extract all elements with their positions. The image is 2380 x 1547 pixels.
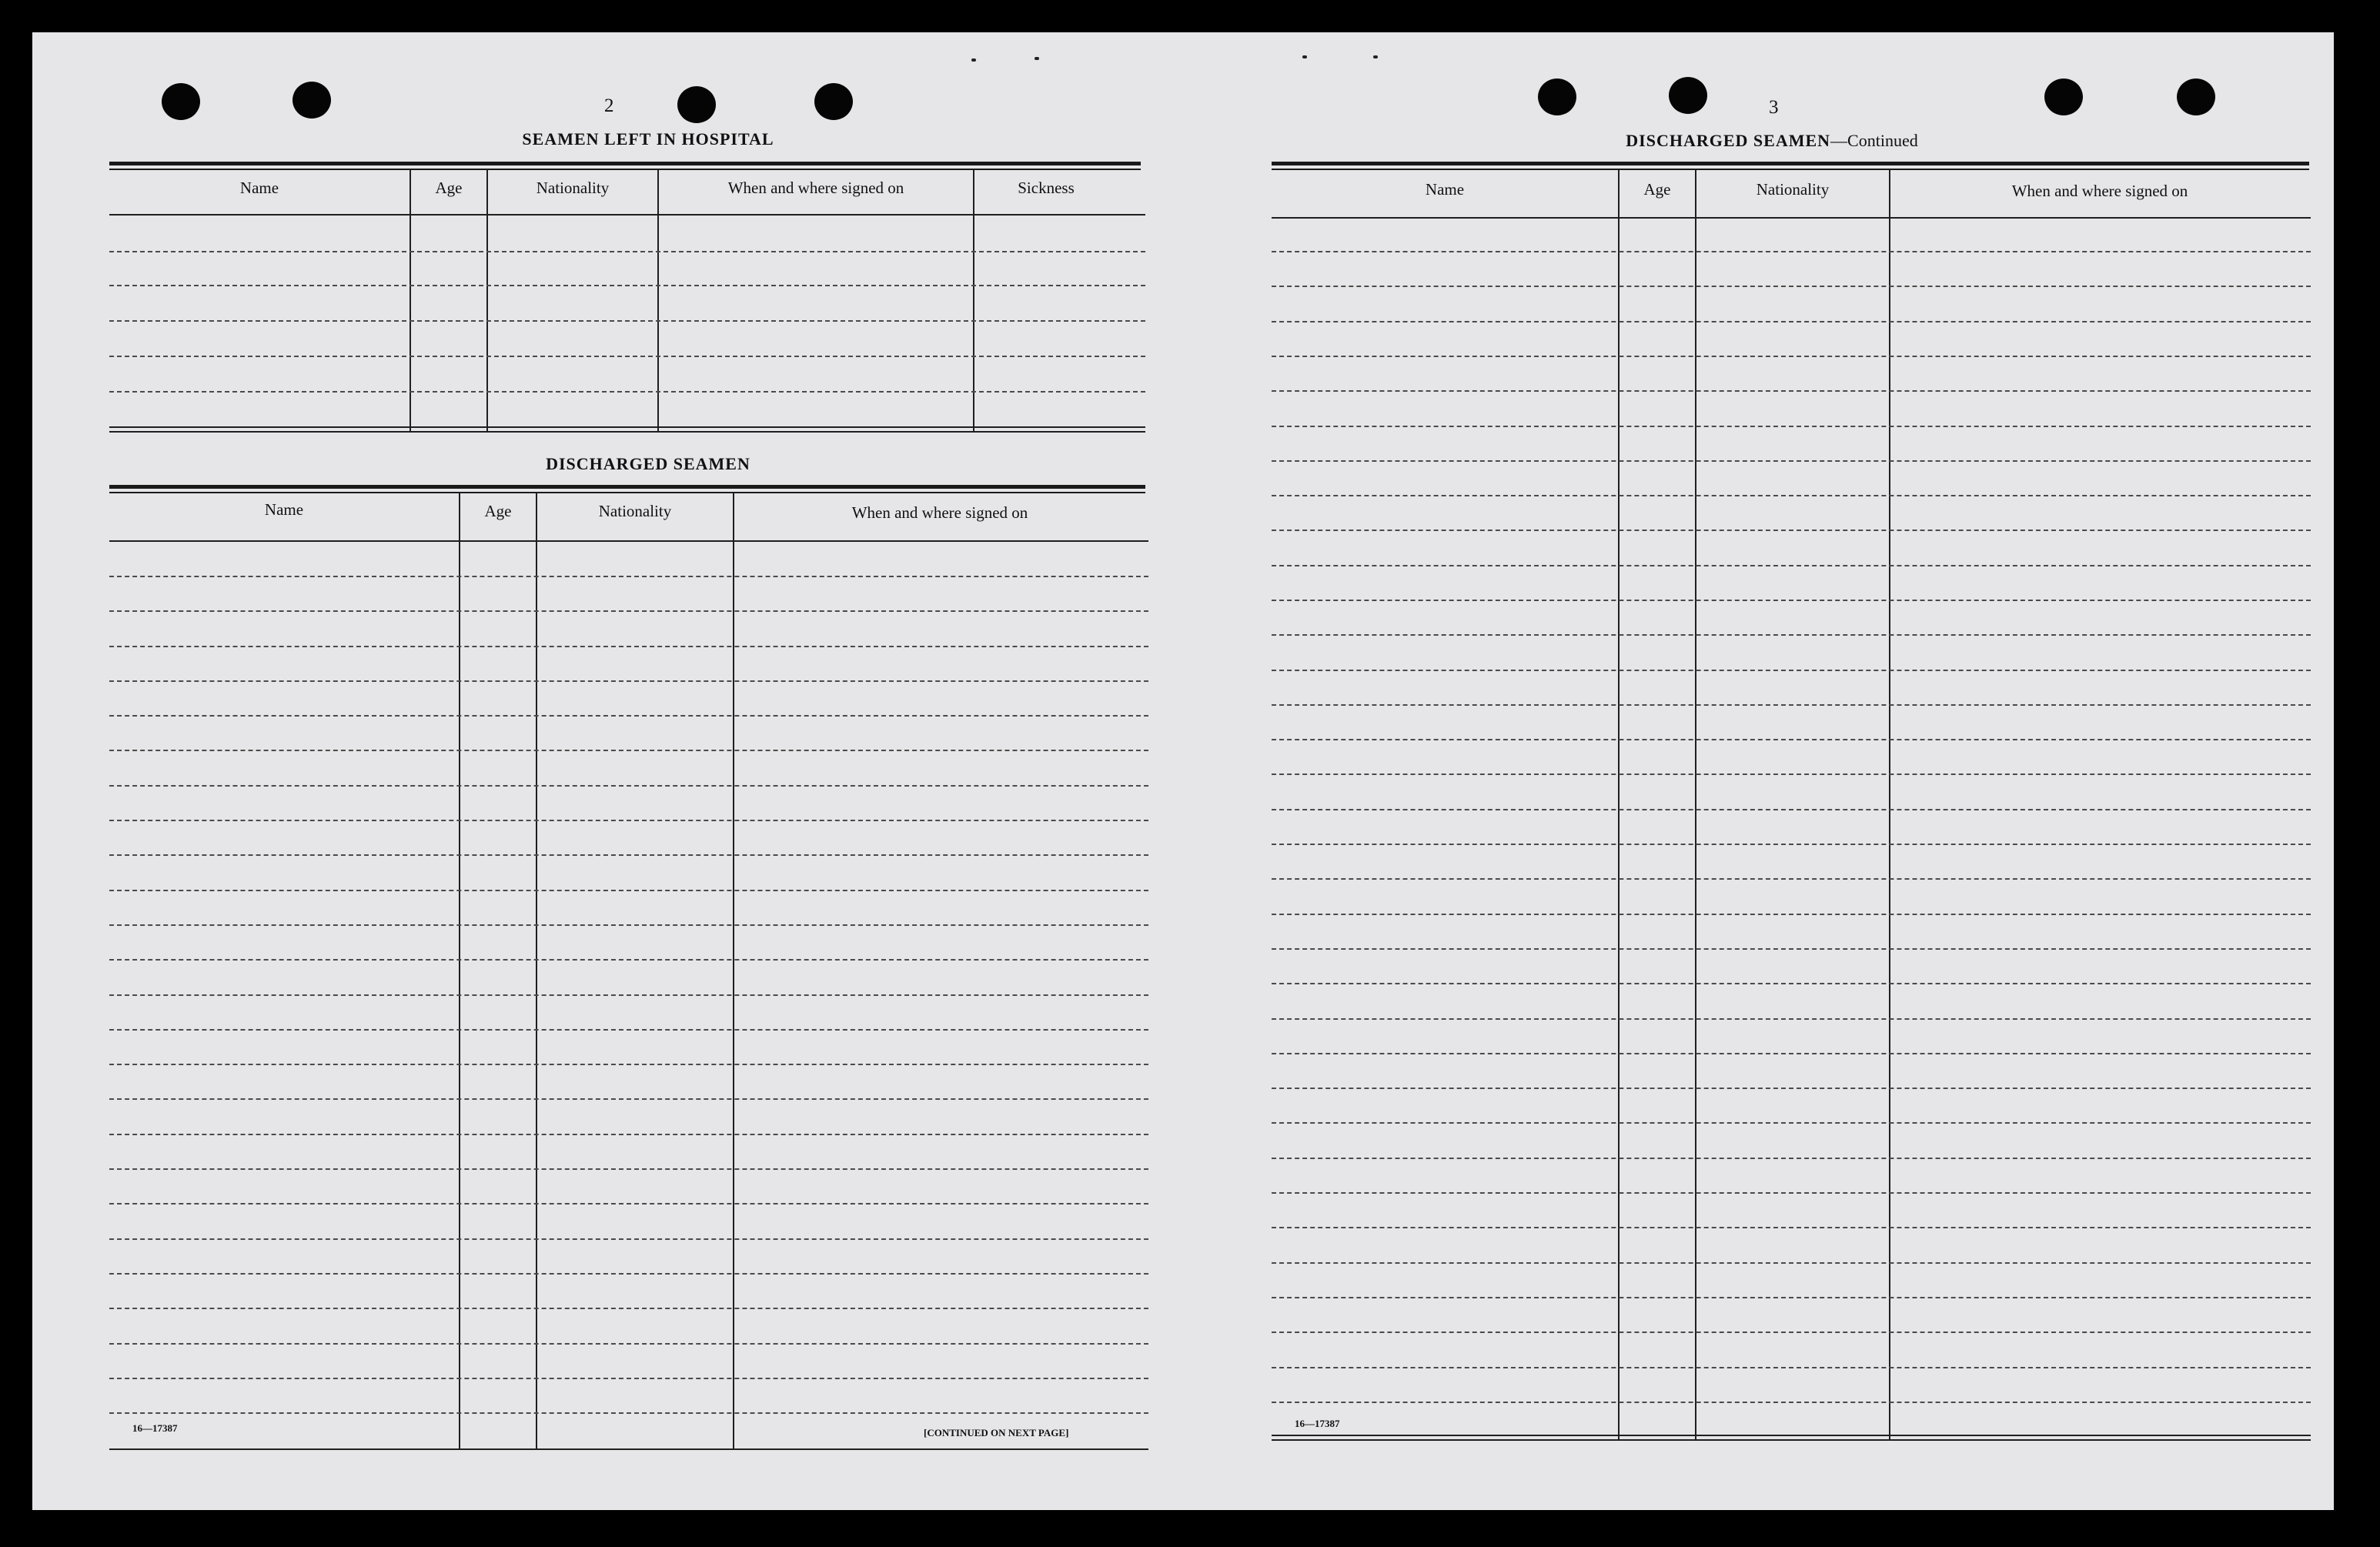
entry-row <box>109 1098 1148 1100</box>
punch-hole <box>677 86 716 123</box>
entry-row <box>109 1029 1148 1031</box>
column-header-name: Name <box>264 500 304 519</box>
entry-row <box>109 785 1148 787</box>
hospital-top-rule <box>109 162 1141 165</box>
entry-row <box>1272 1088 2311 1089</box>
entry-row <box>109 1134 1148 1135</box>
page-number-left: 2 <box>604 95 614 116</box>
column-divider <box>1618 169 1620 1439</box>
column-header-signed-on: When and where signed on <box>727 179 904 197</box>
entry-row <box>1272 1262 2311 1264</box>
entry-row <box>109 251 1145 252</box>
hospital-section-title: SEAMEN LEFT IN HOSPITAL <box>522 129 774 149</box>
punch-hole <box>162 83 200 120</box>
page-number-right: 3 <box>1769 97 1779 118</box>
entry-row <box>1272 321 2311 322</box>
entry-row <box>1272 1018 2311 1020</box>
entry-row <box>109 1412 1148 1414</box>
entry-row <box>1272 670 2311 671</box>
header-underline <box>109 214 1145 216</box>
entry-row <box>109 715 1148 717</box>
column-header-age: Age <box>484 502 512 520</box>
entry-row <box>109 1378 1148 1379</box>
entry-row <box>1272 356 2311 357</box>
entry-row <box>1272 600 2311 601</box>
entry-row <box>109 924 1148 926</box>
entry-row <box>1272 983 2311 984</box>
entry-row <box>109 1168 1148 1170</box>
discharged-continued-title <box>1564 131 1980 151</box>
entry-row <box>109 750 1148 751</box>
entry-row <box>1272 1297 2311 1298</box>
punch-hole <box>1538 79 1576 115</box>
column-divider <box>459 493 460 1448</box>
entry-row <box>1272 809 2311 810</box>
entry-row <box>1272 914 2311 915</box>
hospital-top-rule-thin <box>109 169 1141 170</box>
column-header-name: Name <box>239 179 279 197</box>
entry-row <box>109 959 1148 961</box>
header-underline <box>109 540 1148 542</box>
entry-row <box>1272 878 2311 880</box>
entry-row <box>1272 1192 2311 1194</box>
column-header-signed-on: When and where signed on <box>851 503 1028 522</box>
form-number-right: 16—17387 <box>1295 1418 1340 1429</box>
right-top-rule <box>1272 162 2309 165</box>
entry-row <box>109 1273 1148 1275</box>
entry-row <box>1272 774 2311 775</box>
punch-hole <box>814 83 853 120</box>
speck <box>1373 55 1378 58</box>
entry-row <box>1272 426 2311 427</box>
entry-row <box>1272 704 2311 706</box>
entry-row <box>109 391 1145 393</box>
entry-row <box>109 356 1145 357</box>
continued-suffix: —Continued <box>1830 131 1918 150</box>
entry-row <box>1272 286 2311 287</box>
entry-row <box>109 1343 1148 1345</box>
entry-row <box>1272 1331 2311 1333</box>
column-divider <box>1695 169 1696 1439</box>
form-number-left: 16—17387 <box>132 1422 178 1434</box>
entry-row <box>1272 530 2311 531</box>
entry-row <box>109 285 1145 286</box>
table-bottom-rule <box>1272 1435 2311 1436</box>
entry-row <box>1272 1402 2311 1403</box>
punch-hole <box>2044 79 2083 115</box>
entry-row <box>109 610 1148 612</box>
table-bottom-rule <box>1272 1439 2311 1441</box>
punch-hole <box>1669 77 1707 114</box>
entry-row <box>109 1064 1148 1065</box>
entry-row <box>1272 251 2311 252</box>
discharged-top-rule <box>109 485 1145 489</box>
punch-hole <box>2177 79 2215 115</box>
entry-row <box>109 994 1148 996</box>
entry-row <box>109 1203 1148 1205</box>
document-sheet <box>32 32 2334 1510</box>
entry-row <box>109 576 1148 577</box>
speck <box>1302 55 1307 58</box>
entry-row <box>109 680 1148 682</box>
entry-row <box>109 820 1148 821</box>
column-divider <box>1889 169 1890 1439</box>
entry-row <box>1272 565 2311 566</box>
column-header-nationality: Nationality <box>598 502 672 520</box>
entry-row <box>1272 739 2311 740</box>
entry-row <box>109 890 1148 891</box>
entry-row <box>1272 634 2311 636</box>
column-divider <box>733 493 734 1448</box>
section-bottom-rule <box>109 426 1145 428</box>
entry-row <box>1272 1158 2311 1159</box>
entry-row <box>1272 844 2311 845</box>
entry-row <box>1272 390 2311 392</box>
column-header-age: Age <box>435 179 463 197</box>
entry-row <box>1272 1122 2311 1124</box>
column-header-nationality: Nationality <box>1756 180 1830 199</box>
speck <box>1035 57 1039 60</box>
entry-row <box>1272 495 2311 496</box>
column-header-name: Name <box>1425 180 1465 199</box>
entry-row <box>1272 948 2311 950</box>
column-divider <box>536 493 537 1448</box>
table-bottom-rule <box>109 1448 1148 1450</box>
entry-row <box>109 646 1148 647</box>
header-underline <box>1272 217 2311 219</box>
section-bottom-rule <box>109 431 1145 433</box>
right-top-rule-thin <box>1272 169 2309 170</box>
punch-hole <box>292 82 331 119</box>
entry-row <box>109 1308 1148 1309</box>
entry-row <box>109 1238 1148 1240</box>
column-header-signed-on: When and where signed on <box>2011 182 2188 200</box>
column-header-nationality: Nationality <box>536 179 610 197</box>
entry-row <box>1272 1227 2311 1228</box>
entry-row <box>1272 1367 2311 1368</box>
column-header-age: Age <box>1643 180 1671 199</box>
discharged-section-title: DISCHARGED SEAMEN <box>546 454 750 473</box>
discharged-top-rule-thin <box>109 492 1145 493</box>
entry-row <box>1272 1053 2311 1054</box>
column-header-sickness: Sickness <box>1018 179 1075 197</box>
entry-row <box>1272 460 2311 462</box>
continued-note: [CONTINUED ON NEXT PAGE] <box>924 1427 1069 1438</box>
discharged-continued-title-text: DISCHARGED SEAMEN <box>1626 131 1831 150</box>
speck <box>971 58 976 62</box>
entry-row <box>109 854 1148 856</box>
entry-row <box>109 320 1145 322</box>
